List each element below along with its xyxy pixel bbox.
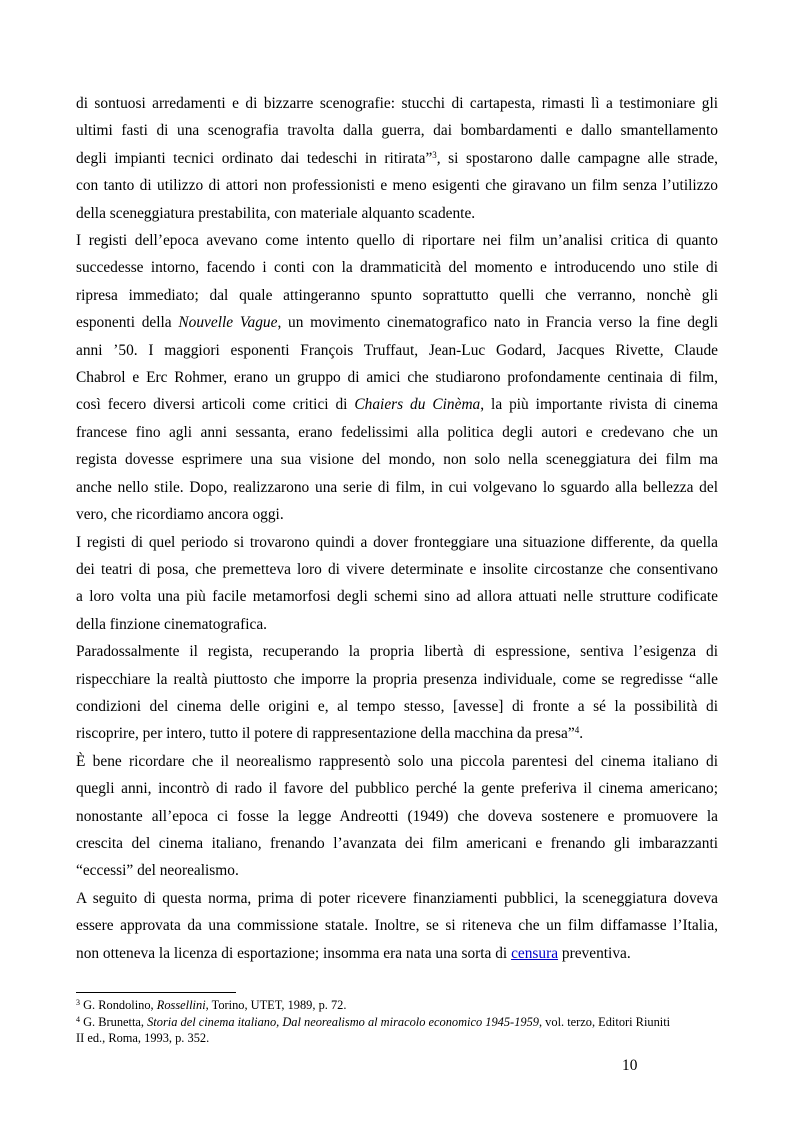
text-segment: , Torino, UTET, 1989, p. 72. [205,998,347,1012]
italic-title: Rossellini [156,998,206,1012]
text-line: anni ’50. I maggiori esponenti François Truffaut, Jean-Luc Godard, Jacques Rivette, Claude [76,341,718,359]
text-segment: preventiva. [558,944,631,962]
text-line [76,720,718,747]
paragraph-5 [76,748,718,885]
text-segment: non otteneva la licenza di esportazione; insomma era nata una sorta di [76,944,512,962]
footnote-ref-3: 3 [432,149,437,160]
text-line [76,145,718,172]
footnote-3 [76,997,718,1014]
text-segment: , un movimento cinematografico nato in Francia verso la fine degli [277,314,718,332]
footnote-separator [76,992,236,993]
text-segment: esponenti della [76,314,179,332]
text-line: ultimi fasti di una scenografia travolta dalla guerra, dai bombardamenti e dallo smantellamento [76,122,718,140]
text-line: ripresa immediato; dal quale attingeranno spunto soprattutto quelli che verranno, nonchè gli [76,286,718,304]
italic-title: Nouvelle Vague [178,314,278,332]
text-line: dei teatri di posa, che premetteva loro di vivere determinate e insolite circostanze che consentivano [76,560,718,578]
text-line: Chabrol e Erc Rohmer, erano un gruppo di amici che studiarono profondamente centinaia di film, [76,369,718,387]
text-segment: G. Brunetta, [80,1014,148,1029]
text-line: È bene ricordare che il neorealismo rappresentò solo una piccola parentesi del cinema italiano di [76,752,718,770]
text-line: anche nello stile. Dopo, realizzarono una serie di film, in cui volgevano lo sguardo alla bellezza del [76,478,718,496]
body-text [76,90,718,967]
text-segment: , la più importante rivista di cinema [480,396,718,414]
text-line: crescita del cinema italiano, frenando l’avanzata dei film americani e frenando gli imbarazzanti [76,834,718,852]
text-line: succedesse intorno, facendo i conti con la drammaticità del momento e introducendo uno stile di [76,259,718,277]
footnote-4 [76,1014,718,1047]
paragraph-1 [76,90,718,227]
text-line: con tanto di utilizzo di attori non professionisti e meno esigenti che giravano un film senza l’utilizzo [76,177,718,195]
text-segment: così fecero diversi articoli come critici di [76,396,355,414]
footnote-ref-4: 4 [574,725,580,736]
text-line: A seguito di questa norma, prima di poter ricevere finanziamenti pubblici, la sceneggiatura doveva [76,889,718,907]
text-line: di sontuosi arredamenti e di bizzarre scenografie: stucchi di cartapesta, rimasti lì a testimoniare gli [76,95,718,112]
footnotes [76,997,718,1047]
footnote-number: 3 [76,998,80,1007]
text-line: essere approvata da una commissione statale. Inoltre, se si riteneva che un film diffamasse l’Italia, [76,917,718,935]
text-line: quegli anni, incontrò di rado il favore del pubblico perché la gente preferiva il cinema americano; [76,780,718,798]
text-line [76,940,718,967]
text-segment: , vol. terzo, Editori Riuniti [538,1014,671,1029]
text-line: I registi di quel periodo si trovarono quindi a dover fronteggiare una situazione differente, da quella [76,533,718,551]
text-line [76,309,718,336]
paragraph-3 [76,529,718,639]
footnote-number: 4 [76,1014,80,1024]
text-line: regista dovesse esprimere una sua visione del mondo, non solo nella sceneggiatura dei film ma [76,451,718,469]
text-segment: . [579,725,584,743]
italic-title: Storia del cinema italiano, Dal neorealismo al miracolo economico 1945-1959 [147,1014,539,1029]
italic-title: Chaiers du Cinèma [354,396,481,414]
paragraph-6 [76,885,718,967]
text-segment: , si spostarono dalle campagne alle strade, [436,149,718,167]
text-line: I registi dell’epoca avevano come intento quello di riportare nei film un’analisi critica di quanto [76,232,718,250]
text-line: rispecchiare la realtà piuttosto che imporre la propria presenza individuale, come se regredisse “alle [76,670,718,688]
text-line [76,391,718,418]
text-line: della finzione cinematografica. [76,615,268,633]
text-line: a loro volta una più facile metamorfosi degli schemi sino ad allora attuati nelle strutture codificate [76,588,718,606]
paragraph-4 [76,638,718,748]
text-segment: riscoprire, per intero, tutto il potere di rappresentazione della macchina da presa” [76,725,575,743]
text-line: Paradossalmente il regista, recuperando la propria libertà di espressione, sentiva l’esigenza di [76,643,718,661]
text-line: della sceneggiatura prestabilita, con materiale alquanto scadente. [76,204,476,222]
text-line: condizioni del cinema delle origini e, al tempo stesso, [avesse] di fronte a sé la possibilità di [76,697,718,715]
censura-link[interactable]: censura [511,944,559,962]
text-segment: degli impianti tecnici ordinato dai tedeschi in ritirata” [76,149,433,167]
text-line: vero, che ricordiamo ancora oggi. [76,506,284,524]
text-segment: II ed., Roma, 1993, p. 352. [76,1031,210,1046]
paragraph-2 [76,227,718,528]
text-line: “eccessi” del neorealismo. [76,862,239,880]
page-number: 10 [622,1057,638,1074]
text-segment: G. Rondolino, [80,998,157,1012]
text-line: francese fino agli anni sessanta, erano fedelissimi alla politica degli autori e credevano che un [76,423,718,441]
text-line: nonostante all’epoca ci fosse la legge Andreotti (1949) che doveva sostenere e promuovere la [76,807,718,825]
